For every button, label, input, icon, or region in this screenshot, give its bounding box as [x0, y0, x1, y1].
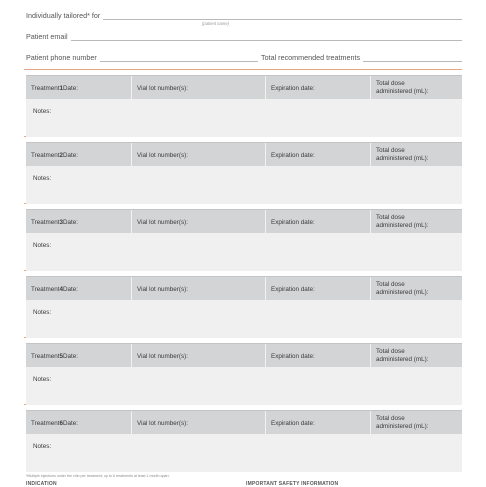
treatment-number: 6 — [59, 419, 63, 427]
treatment-date-cell[interactable] — [26, 411, 131, 435]
treatment-date-cell[interactable] — [26, 143, 131, 167]
date-label: Date: — [62, 218, 79, 226]
date-label: Date: — [62, 285, 79, 293]
total-dose-label: Total dose administered (mL): — [376, 147, 429, 162]
notes-area[interactable] — [26, 233, 462, 271]
treatment-block-5 — [26, 343, 462, 405]
patient-name-hint: (patient name) — [202, 21, 229, 26]
treatment-date-cell[interactable] — [26, 277, 131, 301]
treatment-block-3 — [26, 209, 462, 271]
total-dose-cell[interactable] — [370, 411, 462, 435]
total-dose-label: Total dose administered (mL): — [376, 415, 429, 430]
footnote: *Multiple injections under the chin per treatment; up to 6 treatments at least 1 month apart. — [26, 474, 170, 478]
treatment-number: 2 — [59, 151, 63, 159]
total-treatments-label: Total recommended treatments — [258, 53, 363, 62]
expiration-label: Expiration date: — [271, 352, 315, 360]
treatment-date-cell[interactable] — [26, 210, 131, 234]
tailored-label: Individually tailored* for — [26, 11, 103, 20]
notes-label: Notes: — [33, 309, 52, 316]
total-dose-cell[interactable] — [370, 76, 462, 100]
vial-lot-cell[interactable] — [131, 277, 265, 301]
expiration-label: Expiration date: — [271, 419, 315, 427]
vial-lot-label: Vial lot number(s): — [137, 352, 188, 360]
expiration-cell[interactable] — [265, 210, 370, 234]
treatment-header — [26, 209, 462, 234]
expiration-label: Expiration date: — [271, 151, 315, 159]
treatment-label: Treatment — [31, 151, 60, 159]
treatment-block-2 — [26, 142, 462, 204]
expiration-label: Expiration date: — [271, 218, 315, 226]
notes-label: Notes: — [33, 443, 52, 450]
patient-email-row — [26, 31, 462, 43]
patient-name-row — [26, 10, 462, 22]
expiration-cell[interactable] — [265, 277, 370, 301]
vial-lot-label: Vial lot number(s): — [137, 285, 188, 293]
vial-lot-cell[interactable] — [131, 210, 265, 234]
treatment-header — [26, 142, 462, 167]
treatment-date-cell[interactable] — [26, 344, 131, 368]
notes-label: Notes: — [33, 175, 52, 182]
treatment-number: 5 — [59, 352, 63, 360]
vial-lot-label: Vial lot number(s): — [137, 151, 188, 159]
treatment-header — [26, 410, 462, 435]
treatment-header — [26, 75, 462, 100]
date-label: Date: — [62, 84, 79, 92]
treatment-header — [26, 276, 462, 301]
total-dose-label: Total dose administered (mL): — [376, 80, 429, 95]
total-dose-label: Total dose administered (mL): — [376, 214, 429, 229]
date-label: Date: — [62, 419, 79, 427]
notes-area[interactable] — [26, 166, 462, 204]
expiration-label: Expiration date: — [271, 285, 315, 293]
treatment-label: Treatment — [31, 352, 60, 360]
treatment-header — [26, 343, 462, 368]
total-dose-label: Total dose administered (mL): — [376, 348, 429, 363]
treatment-label: Treatment — [31, 218, 60, 226]
notes-area[interactable] — [26, 99, 462, 137]
vial-lot-label: Vial lot number(s): — [137, 218, 188, 226]
notes-area[interactable] — [26, 367, 462, 405]
total-dose-cell[interactable] — [370, 344, 462, 368]
patient-phone-row — [26, 52, 462, 64]
treatment-date-cell[interactable] — [26, 76, 131, 100]
expiration-cell[interactable] — [265, 143, 370, 167]
treatment-label: Treatment — [31, 84, 60, 92]
section-divider — [24, 69, 462, 70]
notes-label: Notes: — [33, 242, 52, 249]
treatment-number: 3 — [59, 218, 63, 226]
safety-heading: IMPORTANT SAFETY INFORMATION — [246, 481, 339, 487]
total-dose-label: Total dose administered (mL): — [376, 281, 429, 296]
treatment-label: Treatment — [31, 285, 60, 293]
expiration-cell[interactable] — [265, 411, 370, 435]
total-dose-cell[interactable] — [370, 143, 462, 167]
treatment-label: Treatment — [31, 419, 60, 427]
patient-phone-label: Patient phone number — [26, 53, 100, 62]
patient-email-label: Patient email — [26, 32, 71, 41]
date-label: Date: — [62, 151, 79, 159]
vial-lot-label: Vial lot number(s): — [137, 84, 188, 92]
indication-heading: INDICATION — [26, 481, 57, 487]
vial-lot-cell[interactable] — [131, 143, 265, 167]
vial-lot-cell[interactable] — [131, 344, 265, 368]
notes-label: Notes: — [33, 376, 52, 383]
notes-area[interactable] — [26, 300, 462, 338]
treatment-block-4 — [26, 276, 462, 338]
total-dose-cell[interactable] — [370, 277, 462, 301]
date-label: Date: — [62, 352, 79, 360]
treatment-block-6 — [26, 410, 462, 472]
treatment-number: 4 — [59, 285, 63, 293]
expiration-cell[interactable] — [265, 76, 370, 100]
vial-lot-cell[interactable] — [131, 411, 265, 435]
treatment-number: 1 — [59, 84, 63, 92]
notes-label: Notes: — [33, 108, 52, 115]
notes-area[interactable] — [26, 434, 462, 472]
expiration-label: Expiration date: — [271, 84, 315, 92]
vial-lot-cell[interactable] — [131, 76, 265, 100]
patient-email-line[interactable] — [26, 40, 462, 41]
expiration-cell[interactable] — [265, 344, 370, 368]
total-dose-cell[interactable] — [370, 210, 462, 234]
vial-lot-label: Vial lot number(s): — [137, 419, 188, 427]
treatment-block-1 — [26, 75, 462, 137]
